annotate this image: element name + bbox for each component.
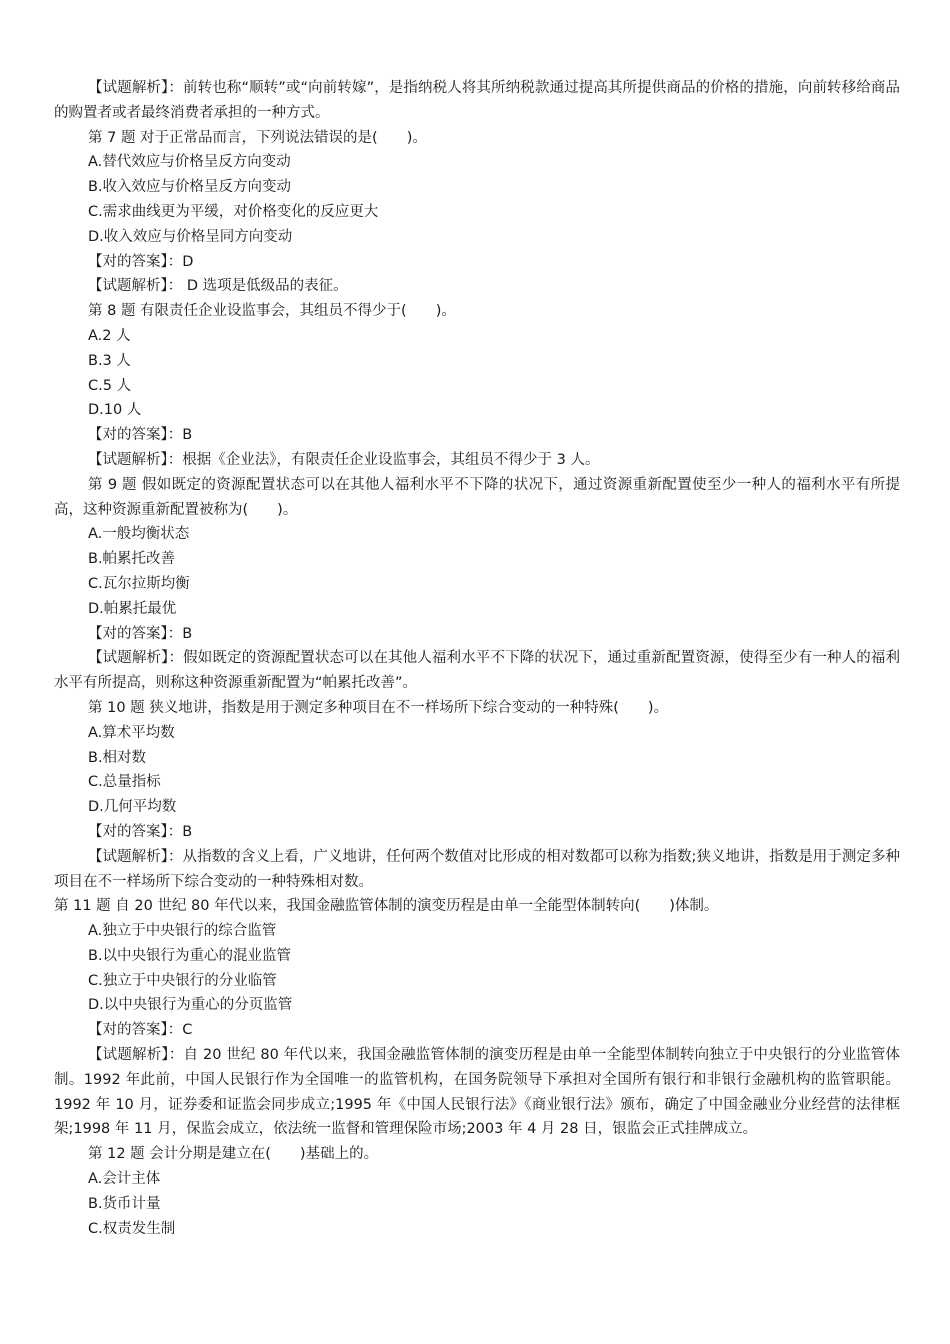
- paragraph: 第 9 题 假如既定的资源配置状态可以在其他人福利水平不下降的状况下，通过资源重新配置使至少一种人的福利水平有所提高，这种资源重新配置被称为( )。: [54, 476, 900, 518]
- paragraph: C.权责发生制: [88, 1220, 176, 1237]
- paragraph: B.货币计量: [88, 1195, 161, 1212]
- paragraph: 【对的答案】：C: [88, 1022, 193, 1039]
- paragraph: D.以中央银行为重心的分页监管: [88, 997, 293, 1014]
- paragraph: B.3 人: [88, 352, 131, 369]
- paragraph: 第 11 题 自 20 世纪 80 年代以来，我国金融监管体制的演变历程是由单一全能型体制转向( )体制。: [54, 898, 719, 915]
- paragraph: 【试题解析】：自 20 世纪 80 年代以来，我国金融监管体制的演变历程是由单一全能型体制转向独立于中央银行的分业监管体制。1992 年此前，中国人民银行作为全国唯一的监管机构，在国务院领导下承担对全国所有银行和非银行金融机构的监管职能。1992 年 10 月，证券委和证监会同步成立;1995 年《中国人民银行法》《商业银行法》颁布，确定了中国金融业分业经营的法律框架;1998 年 11 月，保监会成立，依法统一监督和管理保险市场;2003 年 4 月 28 日，银监会正式挂牌成立。: [54, 1047, 900, 1138]
- paragraph: A.一般均衡状态: [88, 526, 190, 543]
- paragraph: C.瓦尔拉斯均衡: [88, 575, 190, 592]
- paragraph: A.2 人: [88, 327, 131, 344]
- paragraph: D.几何平均数: [88, 799, 177, 816]
- paragraph: 【试题解析】：前转也称“顺转”或“向前转嫁”，是指纳税人将其所纳税款通过提高其所提供商品的价格的措施，向前转移给商品的购置者或者最终消费者承担的一种方式。: [54, 80, 900, 121]
- paragraph: 第 12 题 会计分期是建立在( )基础上的。: [88, 1146, 379, 1163]
- paragraph: 【对的答案】：B: [88, 823, 193, 840]
- paragraph: A.算术平均数: [88, 724, 175, 741]
- paragraph: A.替代效应与价格呈反方向变动: [88, 154, 291, 171]
- paragraph: 第 10 题 狭义地讲，指数是用于测定多种项目在不一样场所下综合变动的一种特殊( )。: [88, 699, 669, 716]
- paragraph: 第 8 题 有限责任企业设监事会，其组员不得少于( )。: [88, 303, 456, 320]
- paragraph: C.总量指标: [88, 774, 161, 791]
- paragraph: B.帕累托改善: [88, 551, 176, 568]
- paragraph: 第 7 题 对于正常品而言，下列说法错误的是( )。: [88, 129, 427, 146]
- paragraph: D.10 人: [88, 402, 142, 419]
- paragraph: B.收入效应与价格呈反方向变动: [88, 179, 292, 196]
- document-body: [54, 76, 900, 1241]
- paragraph: C.独立于中央银行的分业临管: [88, 972, 277, 989]
- paragraph: 【试题解析】：假如既定的资源配置状态可以在其他人福利水平不下降的状况下，通过重新配置资源，使得至少有一种人的福利水平有所提高，则称这种资源重新配置为“帕累托改善”。: [54, 650, 900, 692]
- paragraph: C.需求曲线更为平缓，对价格变化的反应更大: [88, 203, 379, 220]
- paragraph: 【试题解析】： D 选项是低级品的表征。: [88, 278, 348, 295]
- paragraph: B.相对数: [88, 749, 147, 766]
- paragraph: 【试题解析】：从指数的含义上看，广义地讲，任何两个数值对比形成的相对数都可以称为指数;狭义地讲，指数是用于测定多种项目在不一样场所下综合变动的一种特殊相对数。: [54, 848, 900, 890]
- paragraph: 【试题解析】：根据《企业法》，有限责任企业设监事会，其组员不得少于 3 人。: [88, 451, 600, 468]
- paragraph: C.5 人: [88, 377, 132, 394]
- paragraph: A.独立于中央银行的综合监管: [88, 923, 277, 940]
- paragraph: D.收入效应与价格呈同方向变动: [88, 228, 293, 245]
- paragraph: 【对的答案】：B: [88, 427, 193, 444]
- paragraph: 【对的答案】：B: [88, 625, 193, 642]
- paragraph: B.以中央银行为重心的混业监管: [88, 947, 292, 964]
- paragraph: A.会计主体: [88, 1171, 161, 1188]
- paragraph: D.帕累托最优: [88, 600, 177, 617]
- paragraph: 【对的答案】：D: [88, 253, 194, 270]
